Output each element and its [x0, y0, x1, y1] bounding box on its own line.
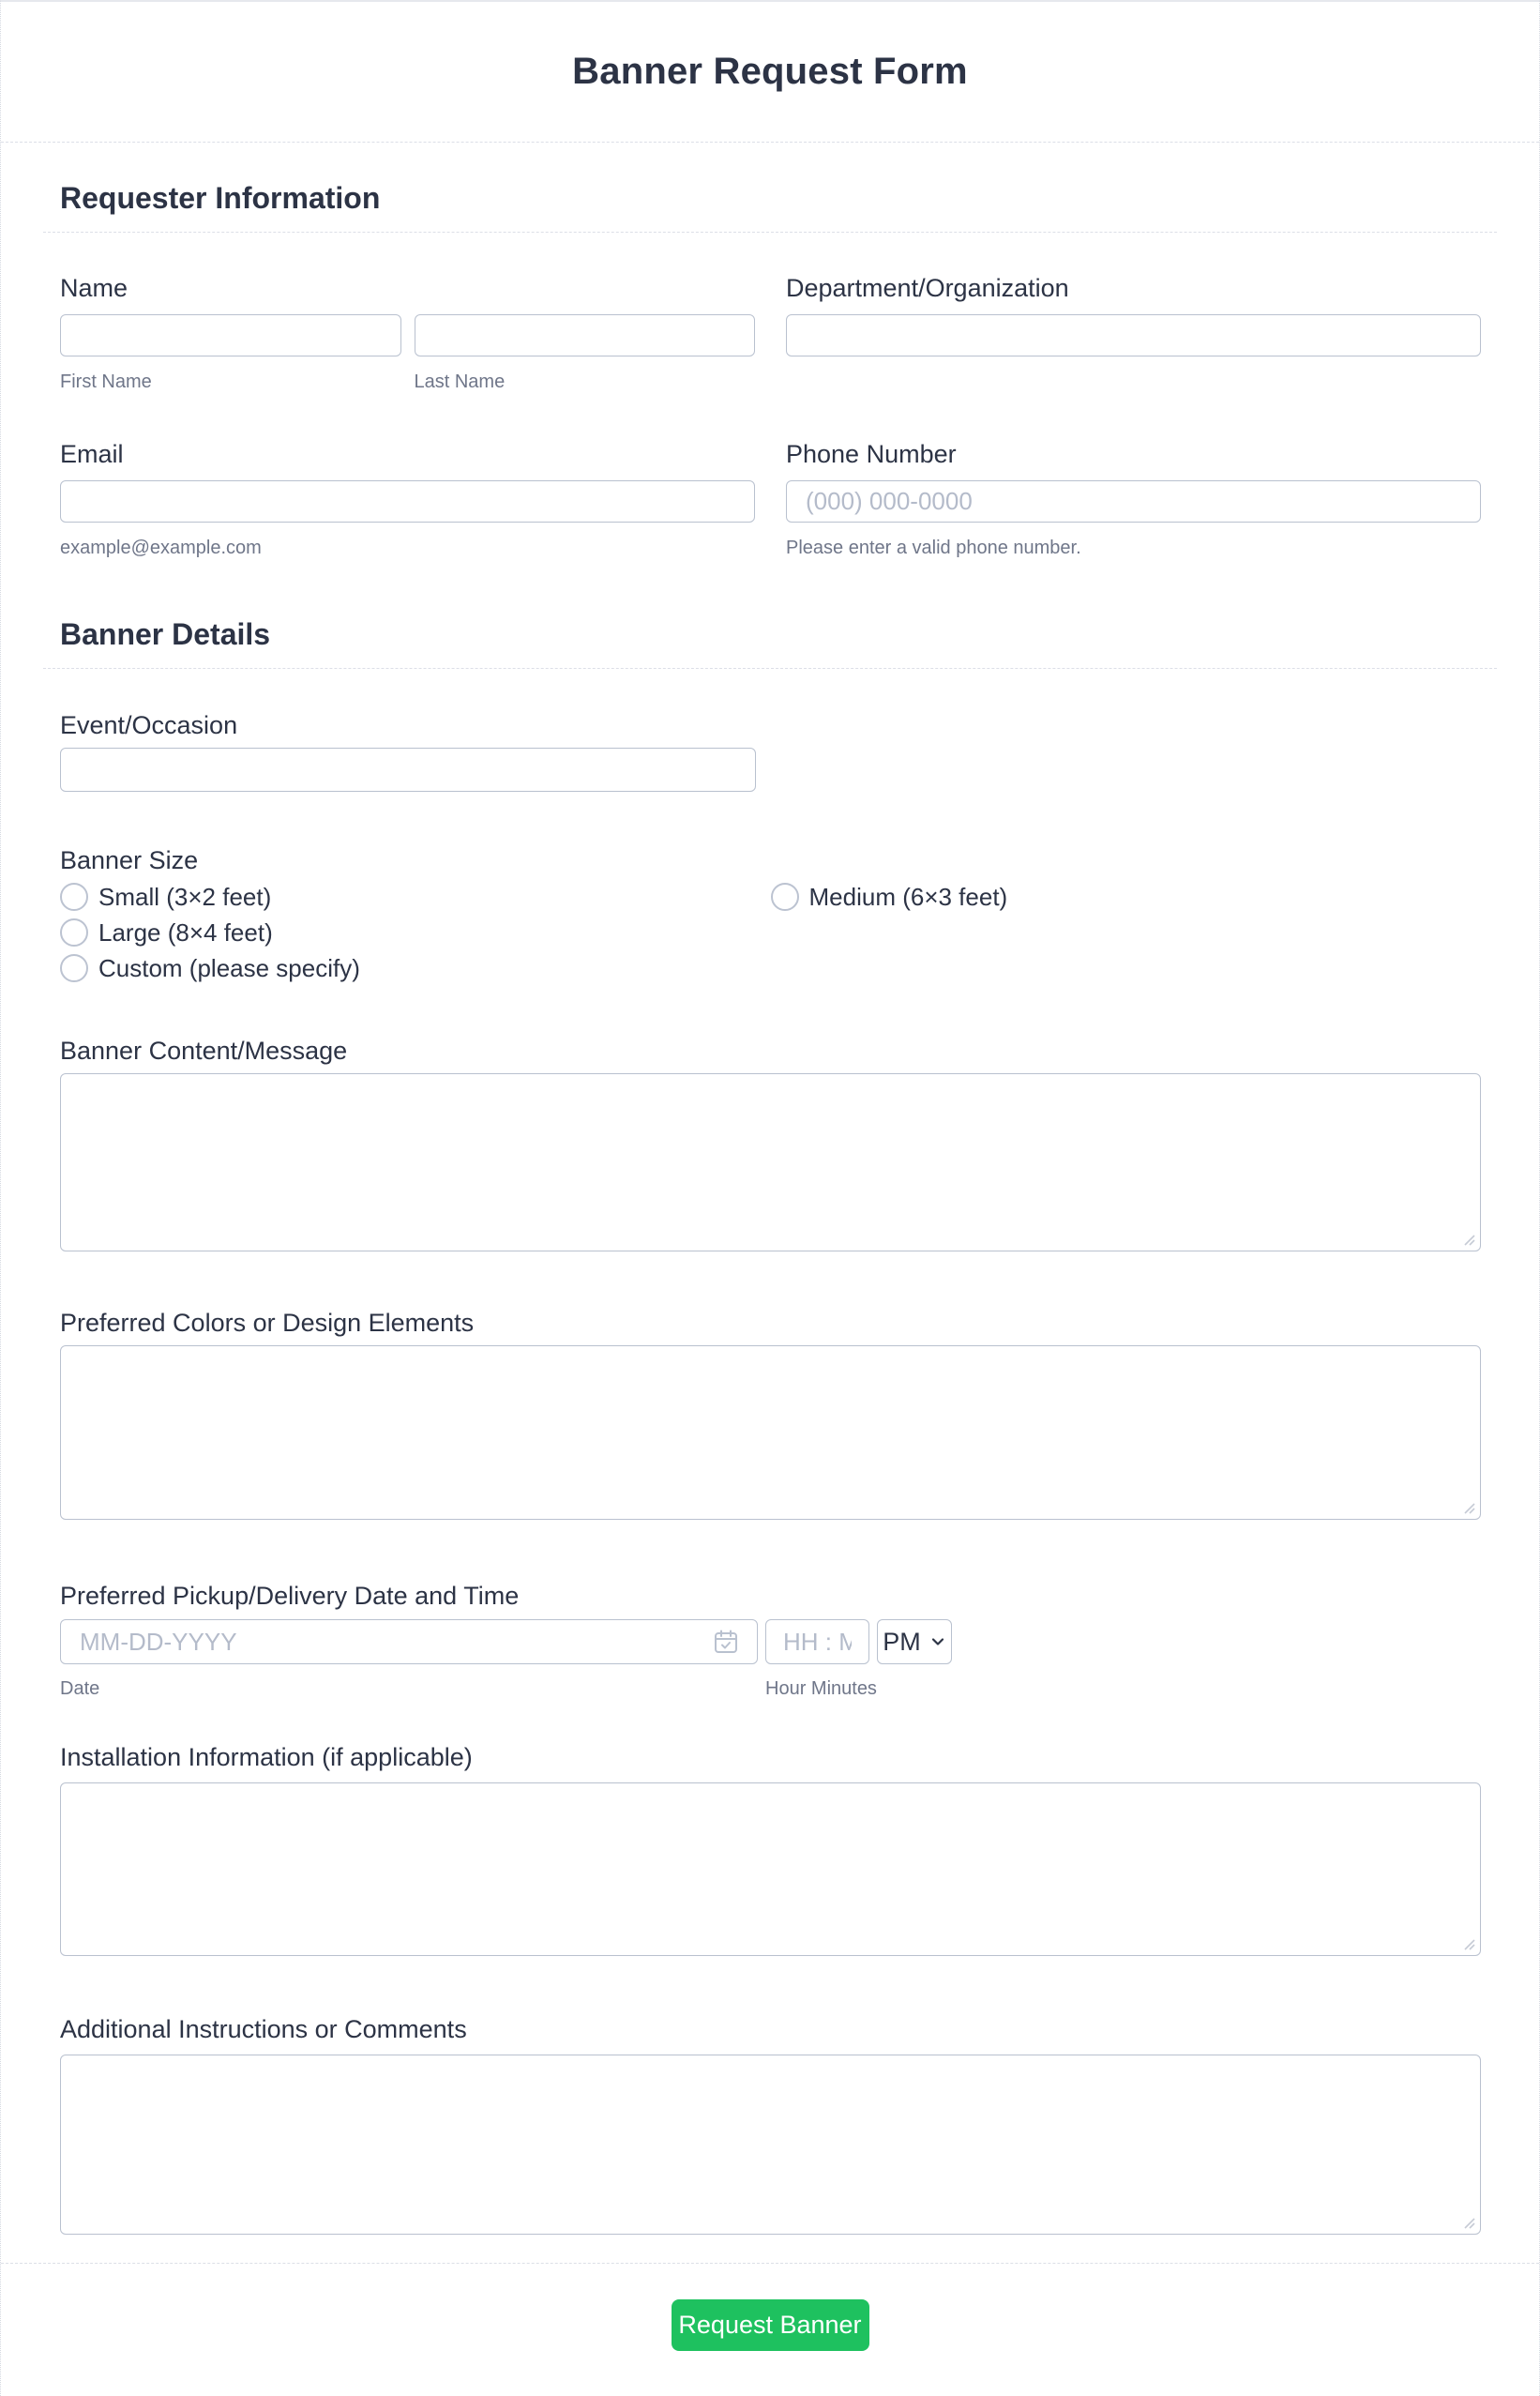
- radio-option-small[interactable]: [60, 883, 771, 911]
- section-divider: [43, 668, 1497, 669]
- radio-button-icon[interactable]: [60, 954, 88, 982]
- resize-grip-icon[interactable]: [1461, 1936, 1476, 1951]
- design-elements-textarea[interactable]: [60, 1345, 1481, 1520]
- comments-label: Additional Instructions or Comments: [60, 2015, 467, 2043]
- section-divider: [43, 232, 1497, 233]
- field-name: [60, 273, 755, 393]
- installation-label: Installation Information (if applicable): [60, 1743, 473, 1771]
- design-elements-label: Preferred Colors or Design Elements: [60, 1309, 475, 1337]
- field-phone: [786, 439, 1481, 559]
- phone-sublabel: Please enter a valid phone number.: [786, 538, 1081, 558]
- department-label: Department/Organization: [786, 274, 1069, 302]
- time-input[interactable]: [765, 1619, 869, 1664]
- ampm-select[interactable]: [877, 1619, 952, 1664]
- section-requester-information: [1, 143, 1539, 232]
- request-banner-button[interactable]: Request Banner: [672, 2299, 869, 2351]
- first-name-sublabel: First Name: [60, 372, 152, 392]
- phone-label: Phone Number: [786, 440, 957, 468]
- radio-option-label: Large (8×4 feet): [98, 917, 273, 947]
- form-header: [1, 2, 1539, 143]
- email-input[interactable]: [60, 480, 755, 523]
- footer-divider: [1, 2263, 1539, 2264]
- event-label: Event/Occasion: [60, 711, 238, 739]
- field-department: [786, 273, 1481, 393]
- radio-option-medium[interactable]: [771, 883, 1482, 911]
- radio-button-icon[interactable]: [60, 918, 88, 947]
- field-banner-content: [60, 1036, 1481, 1251]
- email-label: Email: [60, 440, 124, 468]
- calendar-icon[interactable]: [713, 1629, 739, 1655]
- section-heading-banner: Banner Details: [60, 617, 271, 651]
- field-email: [60, 439, 755, 559]
- page-title: Banner Request Form: [572, 51, 968, 92]
- section-heading-requester: Requester Information: [60, 181, 381, 215]
- department-input[interactable]: [786, 314, 1481, 356]
- section-banner-details: [1, 559, 1539, 668]
- last-name-input[interactable]: [415, 314, 756, 356]
- name-label: Name: [60, 274, 128, 302]
- radio-option-custom[interactable]: [60, 954, 771, 982]
- radio-option-label: Medium (6×3 feet): [808, 882, 1008, 911]
- event-input[interactable]: [60, 748, 756, 792]
- field-banner-size: [60, 846, 1481, 982]
- time-sublabel: Hour Minutes: [765, 1678, 877, 1699]
- field-installation: [60, 1742, 1481, 1956]
- resize-grip-icon[interactable]: [1461, 1500, 1476, 1515]
- first-name-input[interactable]: [60, 314, 401, 356]
- banner-size-label: Banner Size: [60, 846, 199, 874]
- field-pickup-datetime: [60, 1581, 1481, 1700]
- date-sublabel: Date: [60, 1678, 100, 1699]
- banner-size-options: [60, 883, 1481, 982]
- ampm-selected-value: PM: [883, 1627, 921, 1656]
- radio-option-label: Custom (please specify): [98, 953, 360, 982]
- comments-textarea[interactable]: [60, 2055, 1481, 2235]
- email-sublabel: example@example.com: [60, 538, 262, 558]
- date-input[interactable]: [60, 1619, 758, 1664]
- phone-input[interactable]: [786, 480, 1481, 523]
- pickup-datetime-label: Preferred Pickup/Delivery Date and Time: [60, 1582, 520, 1610]
- last-name-sublabel: Last Name: [414, 372, 506, 392]
- radio-button-icon[interactable]: [60, 883, 88, 911]
- field-event: [60, 710, 1481, 792]
- resize-grip-icon[interactable]: [1461, 1232, 1476, 1247]
- radio-button-icon[interactable]: [771, 883, 799, 911]
- radio-option-large[interactable]: [60, 918, 771, 947]
- banner-content-label: Banner Content/Message: [60, 1037, 348, 1065]
- installation-textarea[interactable]: [60, 1782, 1481, 1956]
- chevron-down-icon: [929, 1633, 946, 1650]
- radio-option-label: Small (3×2 feet): [98, 882, 272, 911]
- field-design-elements: [60, 1308, 1481, 1520]
- field-comments: [60, 2014, 1481, 2235]
- resize-grip-icon[interactable]: [1461, 2215, 1476, 2230]
- banner-content-textarea[interactable]: [60, 1073, 1481, 1251]
